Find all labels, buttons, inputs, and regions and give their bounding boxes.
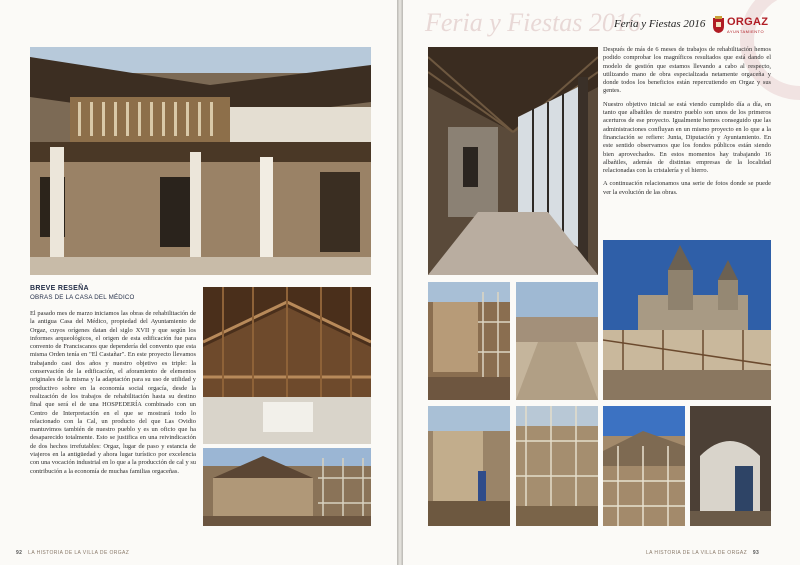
right-paragraph-3: A continuación relacionamos una serie de fotos donde se puede ver la evolución de las obras. [603,180,771,196]
street-view-photo [516,282,598,400]
right-footer [646,550,763,556]
section-title: BREVE RESEÑA [30,285,89,292]
courtyard-photo [30,47,371,275]
logo-subtext: AYUNTAMIENTO [727,29,765,34]
orgaz-logo [712,16,774,38]
header-watermark: Feria y Fiestas 2016 [425,8,641,37]
construction-photo-2 [428,406,510,526]
page-number-left: 92 [16,550,23,556]
right-paragraph-2: Nuestro objetivo inicial se está viendo cumplido día a día, en tanto que albañiles de nuestro pueblo son unos de los primeros acerturos de ese proyecto. Igualmente hemos conseguido que las administraciones confluyan en un mismo proyecto en lo que a la financiación se refiere: Junta, Diputación y Ayuntamiento. En este sentido observamos que los fondos públicos están siendo bien aprovechados. En estos momentos hay trabajando 16 albañiles, además de distintas empresas de la localidad relacionadas con la cristalería y el hierro. [603,100,771,175]
footer-text-right: LA HISTORIA DE LA VILLA DE ORGAZ [646,550,748,556]
scaffolding-photo [203,448,371,526]
header-title: Feria y Fiestas 2016 [614,18,706,30]
construction-photo-4 [603,406,685,526]
left-page [0,0,397,565]
roof-beams-photo [203,287,371,444]
left-body-text: El pasado mes de marzo iniciamos las obras de rehabilitación de la antigua Casa del Médico, propiedad del Ayuntamiento de Orgaz, cuyos orígenes datan del siglo XVII y que según los informes arqueológicos, el origen de esta edificación fue para convento de Franciscanos que dependería del convento que esta misma Orden tenía en "El Castañar". En este proyecto llevamos trabajando casi dos años y nuestro objetivo es triple: la conservación de la edificación, el aforamiento de elementos originales de la misma y la adaptación para su uso de utilidad y productivo sobre en la economía social orgacía, desde la realización de los trabajos de rehabilitación hasta su destino final que será el de una HOSPEDERÍA combinado con un Centro de Interpretación en el que se mostrará todo lo relacionado con la Cal, un producto del que Las Ovidio mantuvimos también de nuestro pueblo y es un oficio que ha desaparecido totalmente. Esto se justifica en una reivindicación de dos hechos irrefutables: Orgaz, lugar de paso y estancia de viajeros en la antigüedad y ahora lugar turístico por excelencia con una vocación industrial en lo que a la producción de cal y su contribución a la economía de muchas familias orgaceñas. [30,310,196,475]
page-number-right: 93 [752,550,760,556]
logo-text: ORGAZ [727,16,769,28]
coat-of-arms-icon [712,16,725,34]
section-heading [30,285,200,301]
construction-photo-1 [428,282,510,400]
left-footer [12,550,129,556]
gallery-interior-photo [428,47,598,275]
footer-text-left: LA HISTORIA DE LA VILLA DE ORGAZ [28,550,130,556]
right-paragraph-1: Después de más de 6 meses de trabajos de rehabilitación hemos podido comprobar los magníficos resultados que está dando el modelo de gestión que estamos llevando a cabo al respecto, utilizando mano de obra especializada netamente orgaceña y donde todos los beneficios están repercutiendo en Orgaz y sus gentes. [603,46,771,95]
right-body-text [603,46,771,202]
church-tower-photo [603,240,771,400]
construction-photo-3 [516,406,598,526]
arch-interior-photo [690,406,771,526]
section-subtitle: OBRAS DE LA CASA DEL MÉDICO [30,294,135,301]
